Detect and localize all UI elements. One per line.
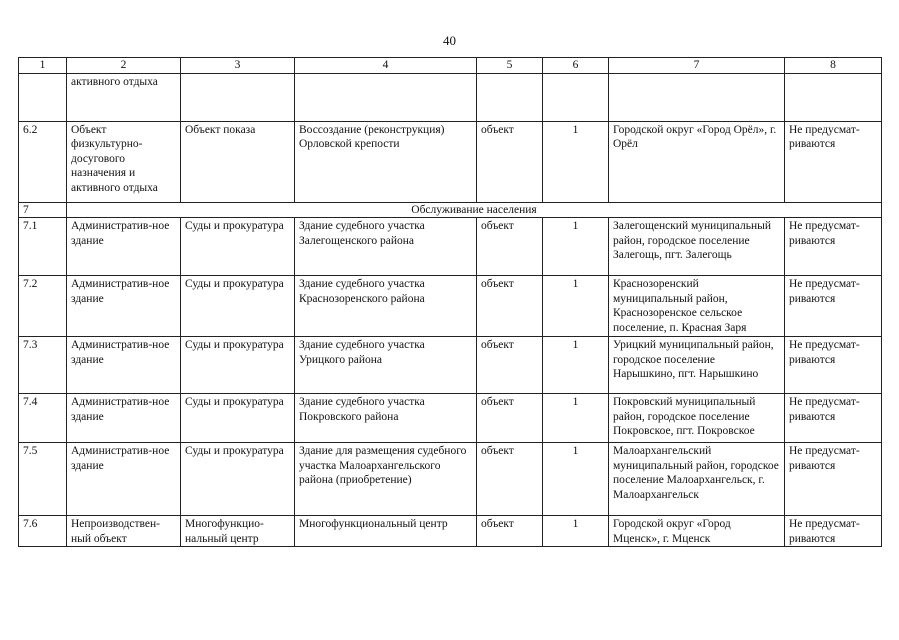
object-name-cell: Здание судебного участка Покровского района — [295, 394, 477, 443]
unit-cell: объект — [477, 276, 543, 337]
column-number: 4 — [295, 58, 477, 74]
location-cell: Городской округ «Город Мценск», г. Мценск — [609, 516, 785, 547]
object-name-cell: Многофункциональный центр — [295, 516, 477, 547]
purpose-cell: Суды и прокуратура — [181, 443, 295, 516]
quantity-cell: 1 — [543, 276, 609, 337]
object-type-cell: Административ-ное здание — [67, 218, 181, 276]
purpose-cell: Многофункцио-нальный центр — [181, 516, 295, 547]
zone-cell: Не предусмат-риваются — [785, 516, 882, 547]
column-number: 3 — [181, 58, 295, 74]
row-number-cell: 7.2 — [19, 276, 67, 337]
column-number: 1 — [19, 58, 67, 74]
object-name-cell: Воссоздание (реконструкция) Орловской крепости — [295, 121, 477, 202]
planning-table — [18, 57, 882, 547]
object-type-cell: Административ-ное здание — [67, 394, 181, 443]
purpose-cell: Суды и прокуратура — [181, 394, 295, 443]
column-number: 5 — [477, 58, 543, 74]
location-cell: Краснозоренский муниципальный район, Краснозоренское сельское поселение, п. Красная Заря — [609, 276, 785, 337]
object-type-cell: Административ-ное здание — [67, 337, 181, 394]
table-row — [19, 443, 882, 516]
row-number-cell: 7.5 — [19, 443, 67, 516]
column-number: 7 — [609, 58, 785, 74]
table-row — [19, 121, 882, 202]
column-number: 2 — [67, 58, 181, 74]
object-name-cell — [295, 73, 477, 121]
table-row — [19, 516, 882, 547]
quantity-cell: 1 — [543, 516, 609, 547]
row-number-cell — [19, 73, 67, 121]
purpose-cell: Суды и прокуратура — [181, 276, 295, 337]
unit-cell: объект — [477, 218, 543, 276]
location-cell — [609, 73, 785, 121]
row-number-cell: 6.2 — [19, 121, 67, 202]
quantity-cell — [543, 73, 609, 121]
object-name-cell: Здание судебного участка Залегощенского района — [295, 218, 477, 276]
unit-cell: объект — [477, 121, 543, 202]
object-type-cell: Административ-ное здание — [67, 443, 181, 516]
section-number: 7 — [19, 202, 67, 218]
table-row — [19, 218, 882, 276]
quantity-cell: 1 — [543, 443, 609, 516]
object-type-cell: Административ-ное здание — [67, 276, 181, 337]
section-title: Обслуживание населения — [67, 202, 882, 218]
unit-cell: объект — [477, 394, 543, 443]
table-row — [19, 276, 882, 337]
quantity-cell: 1 — [543, 121, 609, 202]
unit-cell — [477, 73, 543, 121]
location-cell: Залегощенский муниципальный район, городское поселение Залегощь, пгт. Залегощь — [609, 218, 785, 276]
quantity-cell: 1 — [543, 218, 609, 276]
unit-cell: объект — [477, 337, 543, 394]
zone-cell: Не предусмат-риваются — [785, 394, 882, 443]
column-number: 6 — [543, 58, 609, 74]
table-row — [19, 73, 882, 121]
column-number-row — [19, 58, 882, 74]
zone-cell: Не предусмат-риваются — [785, 337, 882, 394]
column-number: 8 — [785, 58, 882, 74]
purpose-cell: Объект показа — [181, 121, 295, 202]
object-type-cell: активного отдыха — [67, 73, 181, 121]
row-number-cell: 7.6 — [19, 516, 67, 547]
zone-cell: Не предусмат-риваются — [785, 276, 882, 337]
purpose-cell — [181, 73, 295, 121]
zone-cell: Не предусмат-риваются — [785, 443, 882, 516]
object-type-cell: Объект физкультурно-досугового назначения и активного отдыха — [67, 121, 181, 202]
location-cell: Урицкий муниципальный район, городское поселение Нарышкино, пгт. Нарышкино — [609, 337, 785, 394]
purpose-cell: Суды и прокуратура — [181, 218, 295, 276]
zone-cell: Не предусмат-риваются — [785, 218, 882, 276]
row-number-cell: 7.3 — [19, 337, 67, 394]
table-row — [19, 394, 882, 443]
section-row — [19, 202, 882, 218]
quantity-cell: 1 — [543, 337, 609, 394]
object-name-cell: Здание для размещения судебного участка Малоархангельского района (приобретение) — [295, 443, 477, 516]
zone-cell — [785, 73, 882, 121]
purpose-cell: Суды и прокуратура — [181, 337, 295, 394]
unit-cell: объект — [477, 443, 543, 516]
object-name-cell: Здание судебного участка Урицкого района — [295, 337, 477, 394]
quantity-cell: 1 — [543, 394, 609, 443]
location-cell: Покровский муниципальный район, городское поселение Покровское, пгт. Покровское — [609, 394, 785, 443]
table-row — [19, 337, 882, 394]
location-cell: Городской округ «Город Орёл», г. Орёл — [609, 121, 785, 202]
location-cell: Малоархангельский муниципальный район, городское поселение Малоархангельск, г. Малоархангельск — [609, 443, 785, 516]
row-number-cell: 7.4 — [19, 394, 67, 443]
object-name-cell: Здание судебного участка Краснозоренского района — [295, 276, 477, 337]
zone-cell: Не предусмат-риваются — [785, 121, 882, 202]
unit-cell: объект — [477, 516, 543, 547]
row-number-cell: 7.1 — [19, 218, 67, 276]
page-number: 40 — [443, 33, 456, 48]
object-type-cell: Непроизводствен-ный объект — [67, 516, 181, 547]
